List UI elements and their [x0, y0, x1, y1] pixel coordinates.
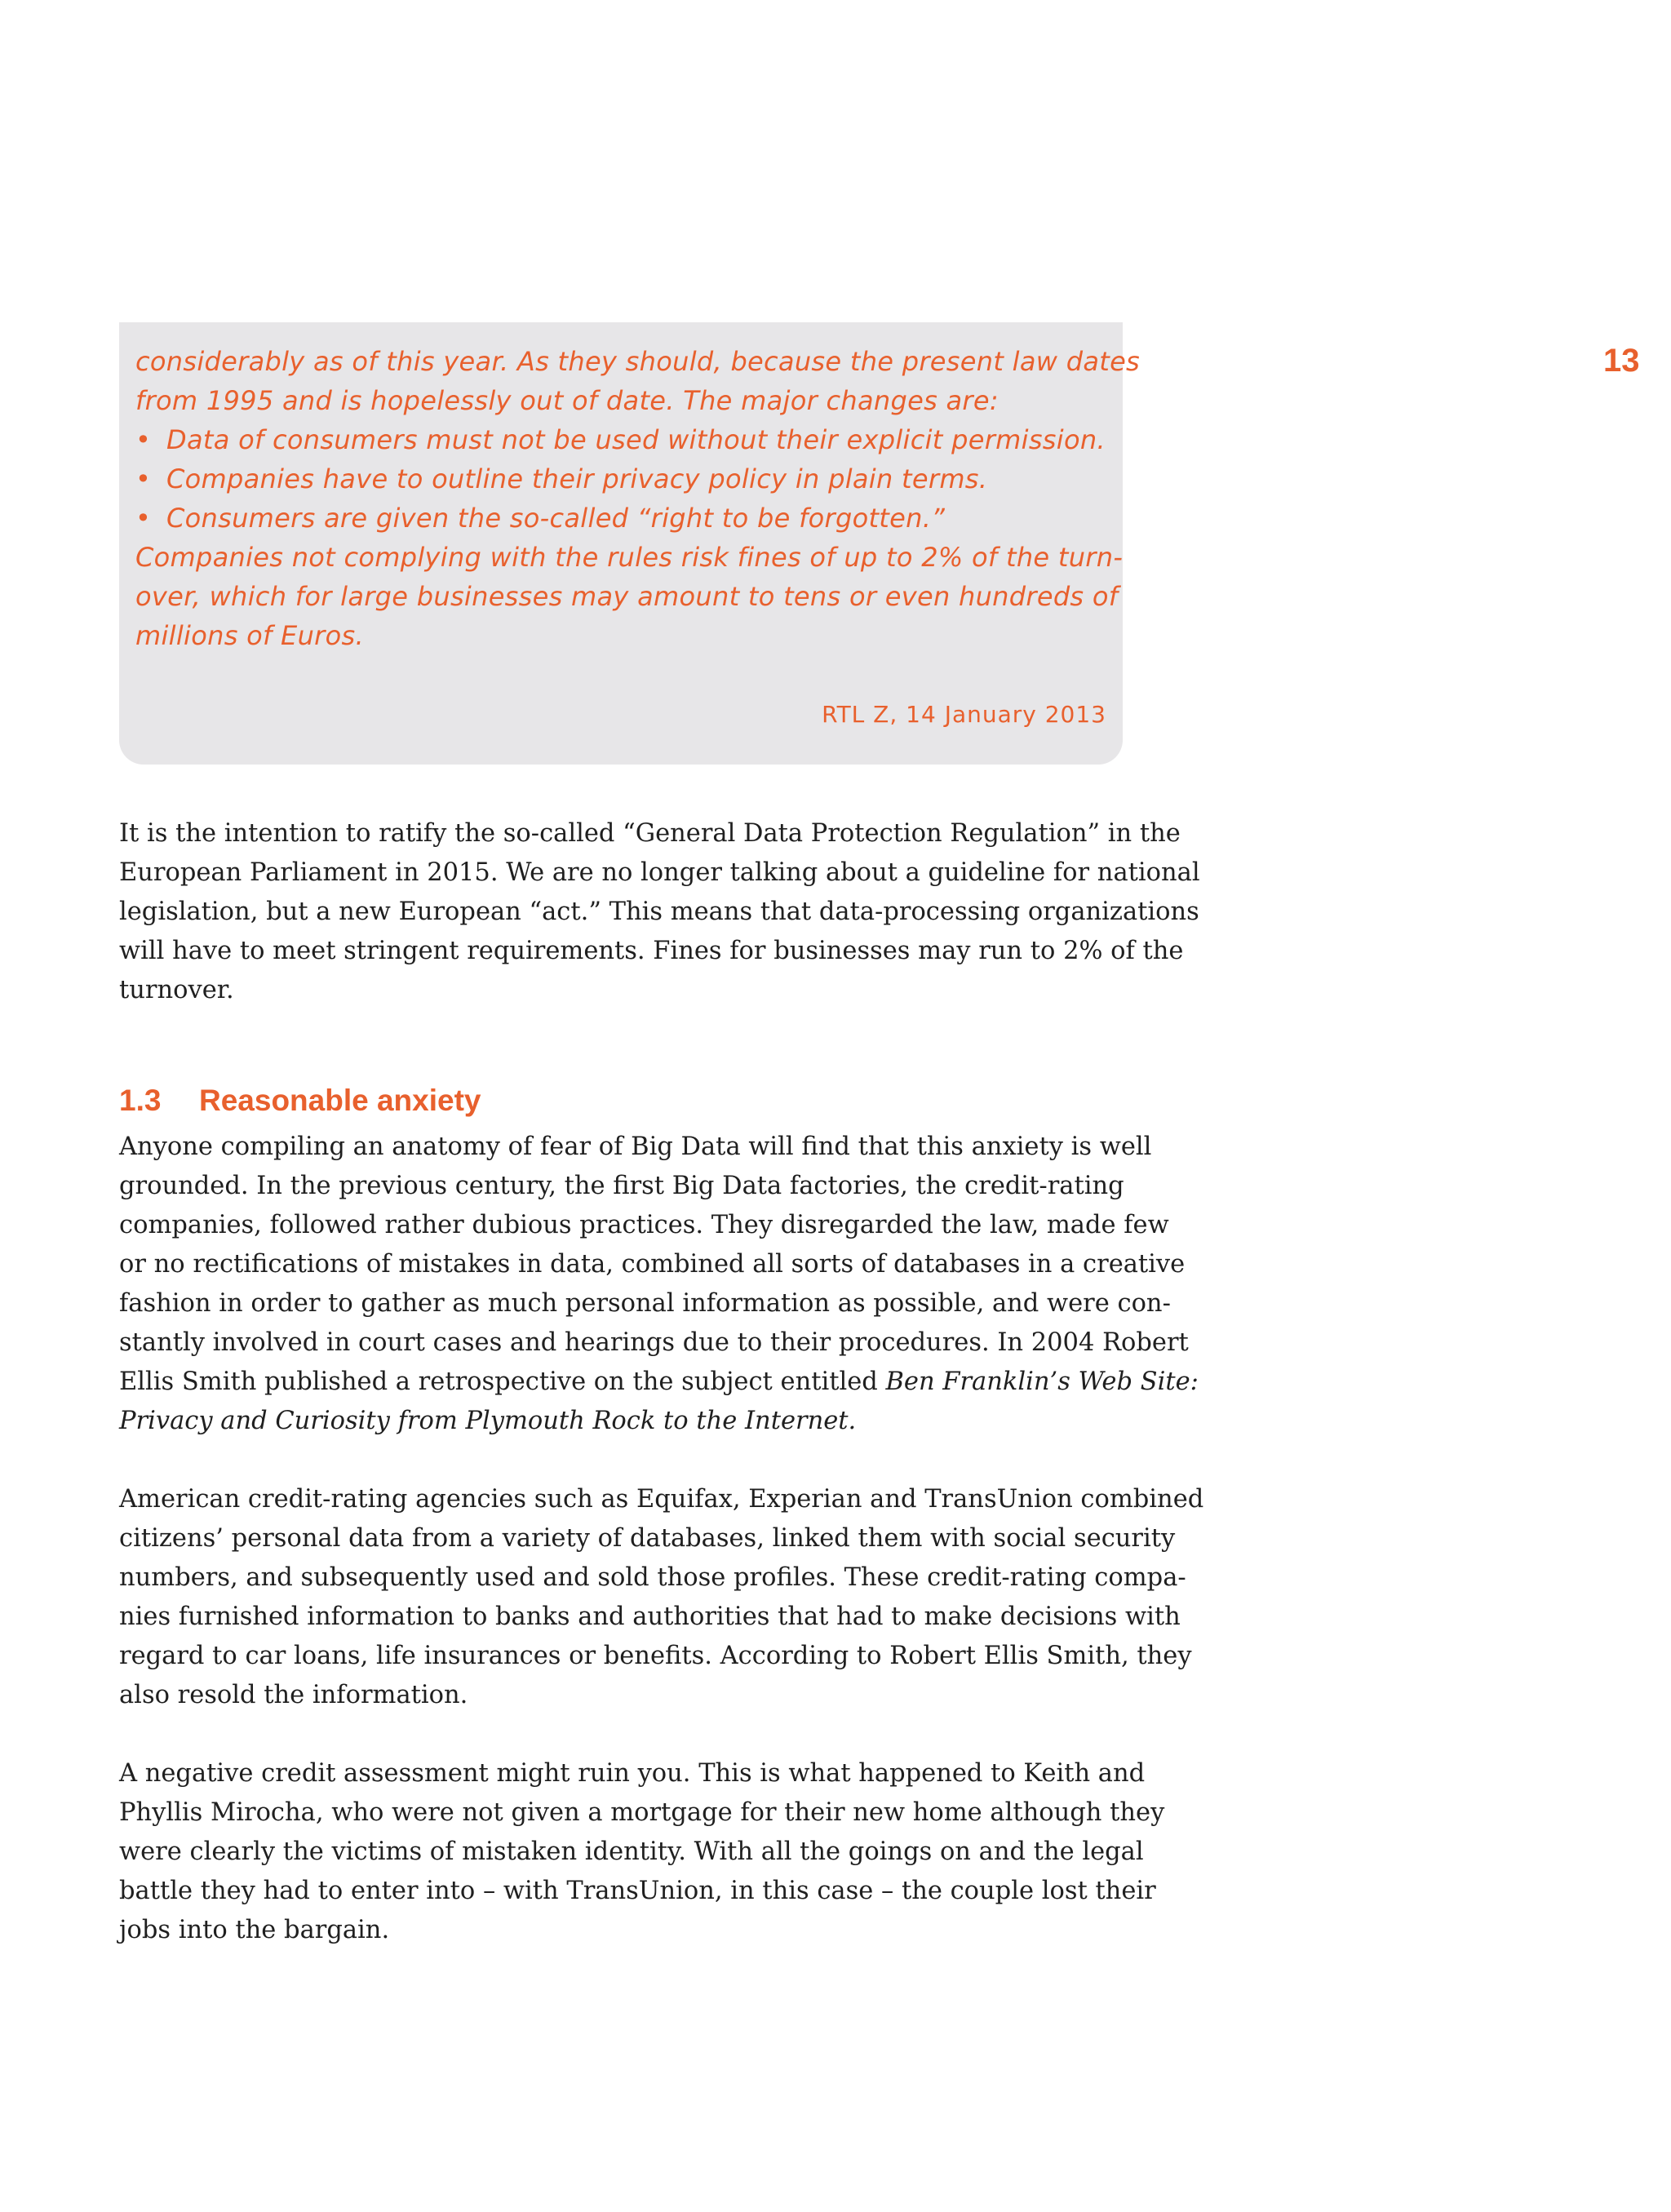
quote-bullet-item — [135, 459, 1106, 499]
quote-line: considerably as of this year. As they should, because the present law dates — [135, 346, 1141, 377]
bullet-text: Data of consumers must not be used without their explicit permission. — [166, 424, 1106, 455]
paragraph-line: jobs into the bargain. — [119, 1916, 390, 1944]
section-title: Reasonable anxiety — [199, 1084, 481, 1117]
quote-box — [119, 322, 1141, 765]
bullet-text: Consumers are given the so-called “right to be forgotten.” — [166, 503, 946, 534]
paragraph-line: grounded. In the previous century, the first Big Data factories, the credit-rating — [119, 1172, 1124, 1200]
paragraph-line: European Parliament in 2015. We are no longer talking about a guideline for national — [119, 858, 1200, 887]
paragraph — [119, 1128, 1199, 1441]
paragraph — [119, 1754, 1165, 1950]
bullet-text: Companies have to outline their privacy policy in plain terms. — [166, 463, 988, 494]
paragraph-line: fashion in order to gather as much personal information as possible, and were con- — [119, 1289, 1171, 1318]
paragraph-line: regard to car loans, life insurances or benefits. According to Robert Ellis Smith, they — [119, 1642, 1192, 1670]
quote-line: from 1995 and is hopelessly out of date. The major changes are: — [135, 385, 999, 416]
book-title: Ben Franklin’s Web Site: — [885, 1368, 1199, 1396]
paragraph-line: stantly involved in court cases and hearings due to their procedures. In 2004 Robert — [119, 1328, 1189, 1357]
paragraph-line — [119, 1363, 1199, 1402]
quote-line: over, which for large businesses may amount to tens or even hundreds of — [135, 581, 1119, 612]
section-number: 1.3 — [119, 1084, 162, 1117]
quote-line: Companies not complying with the rules risk fines of up to 2% of the turn- — [135, 542, 1124, 573]
quote-bullet-item — [135, 420, 1106, 459]
paragraph-line: American credit-rating agencies such as Equifax, Experian and TransUnion combined — [119, 1485, 1204, 1514]
paragraph-line: were clearly the victims of mistaken identity. With all the goings on and the legal — [119, 1837, 1144, 1866]
paragraph-line: turnover. — [119, 976, 234, 1004]
paragraph-line: battle they had to enter into – with TransUnion, in this case – the couple lost their — [119, 1877, 1156, 1905]
paragraph-line: A negative credit assessment might ruin you. This is what happened to Keith and — [119, 1759, 1146, 1788]
bullet-icon: • — [135, 463, 152, 494]
paragraph-line: or no rectifications of mistakes in data, combined all sorts of databases in a creative — [119, 1250, 1186, 1279]
line-text: Ellis Smith published a retrospective on the subject entitled — [119, 1368, 886, 1396]
paragraph-line: Phyllis Mirocha, who were not given a mortgage for their new home although they — [119, 1798, 1165, 1827]
paragraph-line — [119, 1402, 1139, 1441]
paragraph-line: numbers, and subsequently used and sold those profiles. These credit-rating compa- — [119, 1563, 1186, 1592]
paragraph-line: also resold the information. — [119, 1681, 468, 1709]
paragraph-line: It is the intention to ratify the so-called “General Data Protection Regulation” in the — [119, 819, 1181, 848]
quote-line: millions of Euros. — [135, 620, 364, 651]
paragraph-line: will have to meet stringent requirements. Fines for businesses may run to 2% of the — [119, 937, 1184, 965]
paragraph — [119, 1480, 1204, 1715]
paragraph — [119, 814, 1200, 1010]
paragraph-line: nies furnished information to banks and authorities that had to make decisions with — [119, 1602, 1181, 1631]
bullet-icon: • — [135, 503, 152, 534]
paragraph-line: Anyone compiling an anatomy of fear of Big Data will find that this anxiety is well — [119, 1133, 1152, 1161]
paragraph-line: legislation, but a new European “act.” This means that data-processing organizations — [119, 898, 1199, 926]
book-title: Privacy and Curiosity from Plymouth Rock to the Internet. — [119, 1407, 857, 1435]
quote-bullet-item — [135, 499, 1106, 538]
page-number: 13 — [1603, 343, 1640, 379]
paragraph-line: companies, followed rather dubious practices. They disregarded the law, made few — [119, 1211, 1169, 1239]
section-heading — [119, 1084, 481, 1118]
bullet-icon: • — [135, 424, 152, 455]
paragraph-line: citizens’ personal data from a variety of databases, linked them with social security — [119, 1524, 1176, 1553]
quote-source: RTL Z, 14 January 2013 — [822, 701, 1106, 728]
